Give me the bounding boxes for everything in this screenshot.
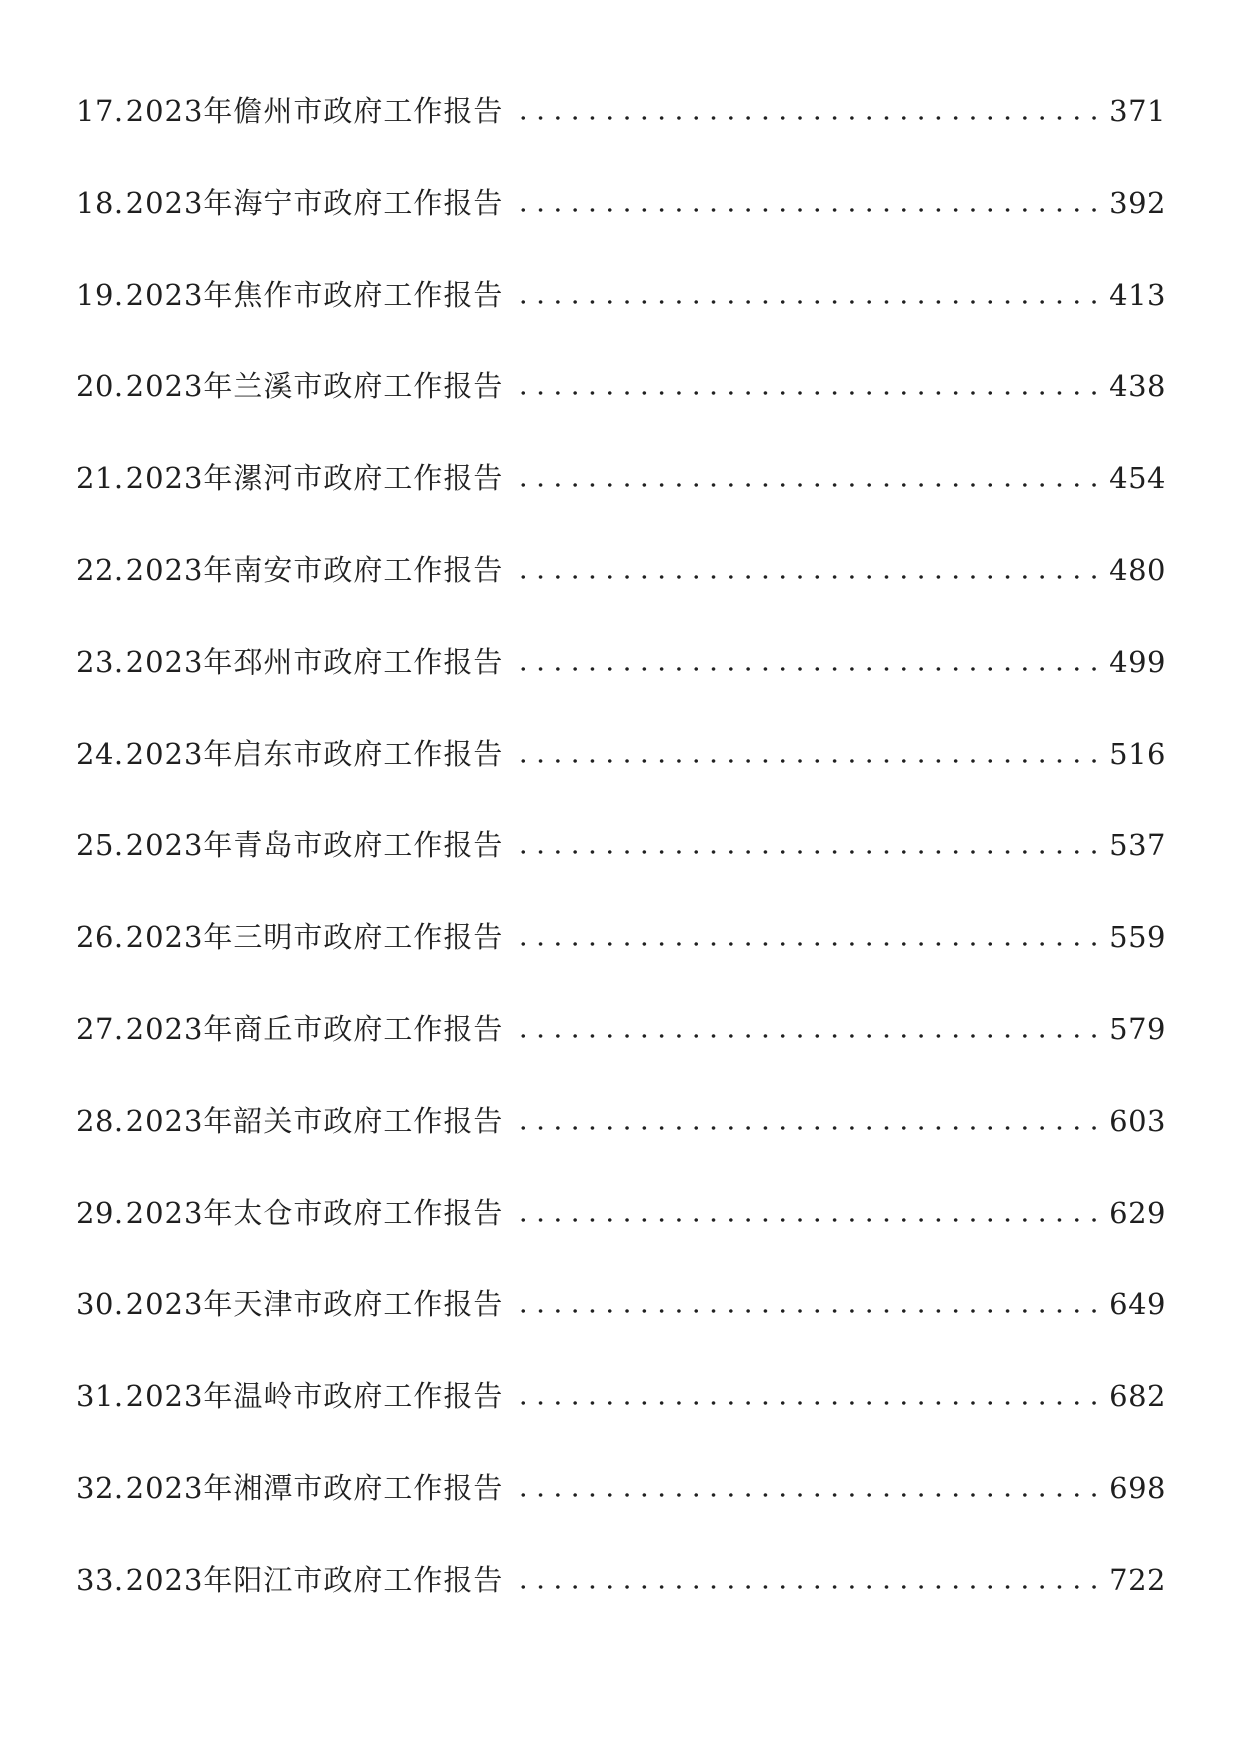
toc-entry[interactable] bbox=[76, 1279, 1166, 1371]
dot-leader bbox=[511, 1126, 1103, 1130]
toc-entry-number: 24. bbox=[76, 736, 124, 771]
toc-entry-number: 28. bbox=[76, 1103, 124, 1138]
toc-entry-page-number[interactable]: 454 bbox=[1109, 461, 1166, 496]
table-of-contents bbox=[76, 86, 1166, 1647]
toc-entry-number: 33. bbox=[76, 1562, 124, 1597]
toc-entry-page-number[interactable]: 559 bbox=[1109, 920, 1166, 955]
toc-entry-number: 21. bbox=[76, 461, 124, 496]
toc-entry-title[interactable]: 2023年海宁市政府工作报告 bbox=[125, 185, 504, 220]
toc-entry-number: 27. bbox=[76, 1011, 124, 1046]
toc-entry-title[interactable]: 2023年焦作市政府工作报告 bbox=[125, 277, 504, 312]
dot-leader bbox=[511, 575, 1103, 579]
toc-entry-page-number[interactable]: 392 bbox=[1109, 185, 1166, 220]
toc-entry[interactable] bbox=[76, 453, 1166, 545]
dot-leader bbox=[511, 391, 1103, 395]
toc-entry[interactable] bbox=[76, 361, 1166, 453]
toc-entry-number: 25. bbox=[76, 828, 124, 863]
toc-entry-page-number[interactable]: 480 bbox=[1109, 552, 1166, 587]
toc-entry-page-number[interactable]: 579 bbox=[1109, 1011, 1166, 1046]
toc-entry-page-number[interactable]: 516 bbox=[1109, 736, 1166, 771]
dot-leader bbox=[511, 942, 1103, 946]
toc-entry-page-number[interactable]: 649 bbox=[1109, 1287, 1166, 1322]
toc-entry[interactable] bbox=[76, 729, 1166, 821]
toc-entry-page-number[interactable]: 698 bbox=[1109, 1470, 1166, 1505]
toc-entry-title[interactable]: 2023年湘潭市政府工作报告 bbox=[125, 1470, 504, 1505]
toc-entry-number: 22. bbox=[76, 552, 124, 587]
toc-entry-number: 30. bbox=[76, 1287, 124, 1322]
toc-entry-page-number[interactable]: 629 bbox=[1109, 1195, 1166, 1230]
toc-entry[interactable] bbox=[76, 1371, 1166, 1463]
toc-entry[interactable] bbox=[76, 1096, 1166, 1188]
toc-entry-number: 26. bbox=[76, 920, 124, 955]
toc-entry-page-number[interactable]: 722 bbox=[1109, 1562, 1166, 1597]
toc-entry-number: 20. bbox=[76, 369, 124, 404]
dot-leader bbox=[511, 759, 1103, 763]
toc-entry-page-number[interactable]: 371 bbox=[1109, 94, 1166, 128]
toc-entry-title[interactable]: 2023年天津市政府工作报告 bbox=[125, 1287, 504, 1322]
toc-entry-title[interactable]: 2023年儋州市政府工作报告 bbox=[125, 94, 504, 128]
toc-entry-number: 32. bbox=[76, 1470, 124, 1505]
toc-entry-number: 18. bbox=[76, 185, 124, 220]
toc-entry-title[interactable]: 2023年三明市政府工作报告 bbox=[125, 920, 504, 955]
dot-leader bbox=[511, 1493, 1103, 1497]
toc-entry[interactable] bbox=[76, 178, 1166, 270]
toc-entry-title[interactable]: 2023年温岭市政府工作报告 bbox=[125, 1379, 504, 1414]
dot-leader bbox=[511, 208, 1103, 212]
toc-entry-number: 23. bbox=[76, 644, 124, 679]
toc-entry-number: 31. bbox=[76, 1379, 124, 1414]
toc-entry[interactable] bbox=[76, 637, 1166, 729]
toc-entry-title[interactable]: 2023年韶关市政府工作报告 bbox=[125, 1103, 504, 1138]
toc-entry[interactable] bbox=[76, 1555, 1166, 1647]
toc-entry-number: 19. bbox=[76, 277, 124, 312]
dot-leader bbox=[511, 300, 1103, 304]
toc-entry-page-number[interactable]: 499 bbox=[1109, 644, 1166, 679]
toc-entry-page-number[interactable]: 413 bbox=[1109, 277, 1166, 312]
toc-entry-page-number[interactable]: 682 bbox=[1109, 1379, 1166, 1414]
dot-leader bbox=[511, 1401, 1103, 1405]
toc-entry-title[interactable]: 2023年启东市政府工作报告 bbox=[125, 736, 504, 771]
toc-entry-title[interactable]: 2023年漯河市政府工作报告 bbox=[125, 461, 504, 496]
toc-entry[interactable] bbox=[76, 270, 1166, 362]
dot-leader bbox=[511, 1309, 1103, 1313]
toc-entry-title[interactable]: 2023年南安市政府工作报告 bbox=[125, 552, 504, 587]
toc-entry[interactable] bbox=[76, 820, 1166, 912]
dot-leader bbox=[511, 1585, 1103, 1589]
dot-leader bbox=[511, 1218, 1103, 1222]
toc-entry-page-number[interactable]: 438 bbox=[1109, 369, 1166, 404]
toc-entry-number: 29. bbox=[76, 1195, 124, 1230]
toc-entry-page-number[interactable]: 537 bbox=[1109, 828, 1166, 863]
toc-entry[interactable] bbox=[76, 1004, 1166, 1096]
dot-leader bbox=[511, 116, 1103, 120]
dot-leader bbox=[511, 667, 1103, 671]
toc-entry-title[interactable]: 2023年阳江市政府工作报告 bbox=[125, 1562, 504, 1597]
toc-entry[interactable] bbox=[76, 912, 1166, 1004]
toc-entry-page-number[interactable]: 603 bbox=[1109, 1103, 1166, 1138]
toc-entry-title[interactable]: 2023年青岛市政府工作报告 bbox=[125, 828, 504, 863]
toc-entry[interactable] bbox=[76, 86, 1166, 178]
dot-leader bbox=[511, 1034, 1103, 1038]
toc-entry[interactable] bbox=[76, 1188, 1166, 1280]
dot-leader bbox=[511, 483, 1103, 487]
toc-entry-title[interactable]: 2023年邳州市政府工作报告 bbox=[125, 644, 504, 679]
dot-leader bbox=[511, 850, 1103, 854]
toc-entry-title[interactable]: 2023年兰溪市政府工作报告 bbox=[125, 369, 504, 404]
toc-entry-number: 17. bbox=[76, 94, 124, 128]
toc-entry-title[interactable]: 2023年太仓市政府工作报告 bbox=[125, 1195, 504, 1230]
toc-entry[interactable] bbox=[76, 545, 1166, 637]
toc-entry-title[interactable]: 2023年商丘市政府工作报告 bbox=[125, 1011, 504, 1046]
toc-entry[interactable] bbox=[76, 1463, 1166, 1555]
